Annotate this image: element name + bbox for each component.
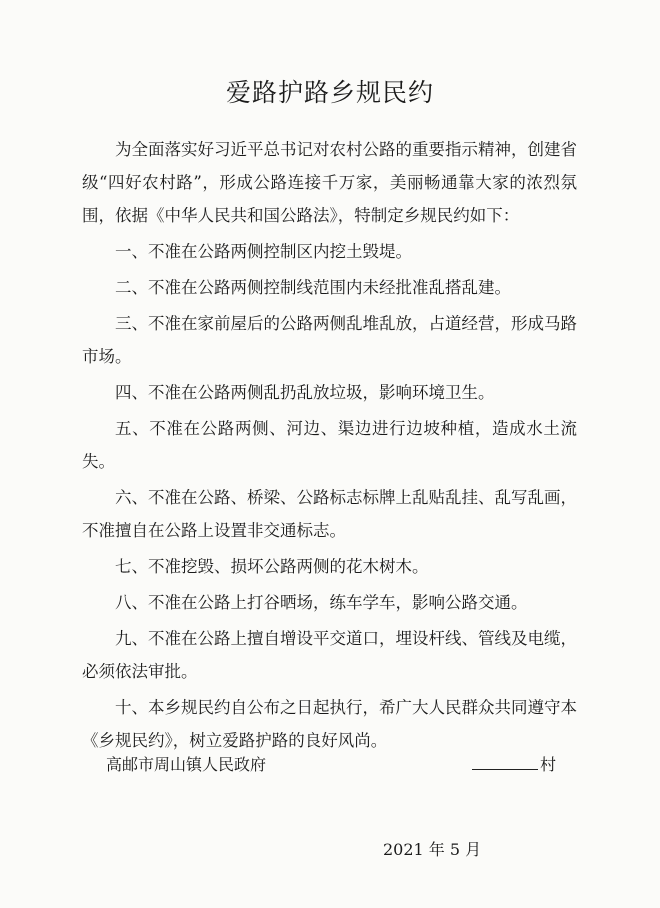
document-title: 爱路护路乡规民约 xyxy=(225,78,434,107)
rule-item-6: 六、不准在公路、桥梁、公路标志标牌上乱贴乱挂、乱写乱画，不准擅自在公路上设置非交通标志。 xyxy=(82,488,577,540)
rule-item-3: 三、不准在家前屋后的公路两侧乱堆乱放，占道经营，形成马路市场。 xyxy=(82,314,577,366)
rule-item-7: 七、不准挖毁、损坏公路两侧的花木树木。 xyxy=(115,557,429,576)
rule-item-4: 四、不准在公路两侧乱扔乱放垃圾，影响环境卫生。 xyxy=(115,383,495,402)
rule-item-9: 九、不准在公路上擅自增设平交道口，埋设杆线、管线及电缆，必须依法审批。 xyxy=(82,629,577,681)
village-suffix: 村 xyxy=(540,755,557,774)
issuer-signature: 高邮市周山镇人民政府 xyxy=(106,755,267,774)
village-signature xyxy=(472,752,556,775)
document-date: 2021 年 5 月 xyxy=(383,840,482,859)
rule-item-5: 五、不准在公路两侧、河边、渠边进行边坡种植，造成水土流失。 xyxy=(82,419,577,471)
rule-item-10: 十、本乡规民约自公布之日起执行，希广大人民群众共同遵守本《乡规民约》，树立爱路护路的良好风尚。 xyxy=(82,698,577,750)
rule-item-1: 一、不准在公路两侧控制区内挖土毁堤。 xyxy=(115,242,412,261)
village-name-blank xyxy=(472,753,538,770)
rule-item-8: 八、不准在公路上打谷晒场，练车学车，影响公路交通。 xyxy=(115,593,528,612)
document-body xyxy=(82,133,577,760)
rule-item-2: 二、不准在公路两侧控制线范围内未经批准乱搭乱建。 xyxy=(115,278,511,297)
preamble-paragraph: 为全面落实好习近平总书记对农村公路的重要指示精神，创建省级“四好农村路”，形成公路连接千万家，美丽畅通靠大家的浓烈氛围，依据《中华人民共和国公路法》，特制定乡规民约如下： xyxy=(82,140,577,225)
